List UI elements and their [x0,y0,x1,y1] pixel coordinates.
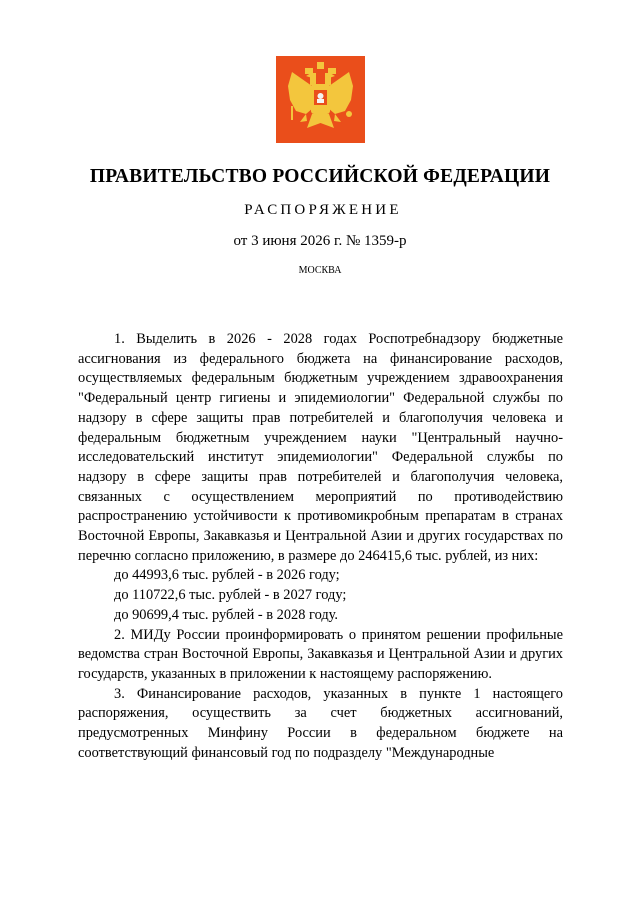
russian-coat-of-arms-icon [276,56,365,143]
amount-2027: до 110722,6 тыс. рублей - в 2027 году; [114,587,347,604]
document-city: МОСКВА [298,265,342,276]
document-date-number: от 3 июня 2026 г. № 1359-р [233,233,407,249]
paragraph-1: 1. Выделить в 2026 - 2028 годах Роспотребнадзору бюджетные ассигнования из федерального бюджета на финансирование расходов, осуществляемых федеральным бюджетным учреждением здравоохранения "Федеральный центр гигиены и эпидемиологии" Федеральной службы по надзору в сфере защиты прав потребителей и благополучия человека и федеральным бюджетным учреждением науки "Центральный научно-исследовательский институт эпидемиологии" Федеральной службы по надзору в сфере защиты прав потребителей и благополучия человека, связанных с осуществлением мероприятий по противодействию распространению устойчивости к противомикробным препаратам в странах Восточной Европы, Закавказья и Центральной Азии и других государствах по перечню согласно приложению, в размере до 246415,6 тыс. рублей, из них: [78,331,563,564]
paragraph-2: 2. МИДу России проинформировать о принятом решении профильные ведомства стран Восточной Европы, Закавказья и Центральной Азии и других государств, указанных в приложении к настоящему распоряжению. [78,626,563,682]
government-title: ПРАВИТЕЛЬСТВО РОССИЙСКОЙ ФЕДЕРАЦИИ [89,166,551,187]
document-body [78,330,563,763]
document-type: РАСПОРЯЖЕНИЕ [244,202,402,218]
amount-2026: до 44993,6 тыс. рублей - в 2026 году; [114,567,340,584]
paragraph-3: 3. Финансирование расходов, указанных в пункте 1 настоящего распоряжения, осуществить за счет бюджетных ассигнований, предусмотренных Минфину России в федеральном бюджете на соответствующий финансовый год по подразделу "Международные [78,685,563,761]
amount-2028: до 90699,4 тыс. рублей - в 2028 году. [114,606,339,623]
